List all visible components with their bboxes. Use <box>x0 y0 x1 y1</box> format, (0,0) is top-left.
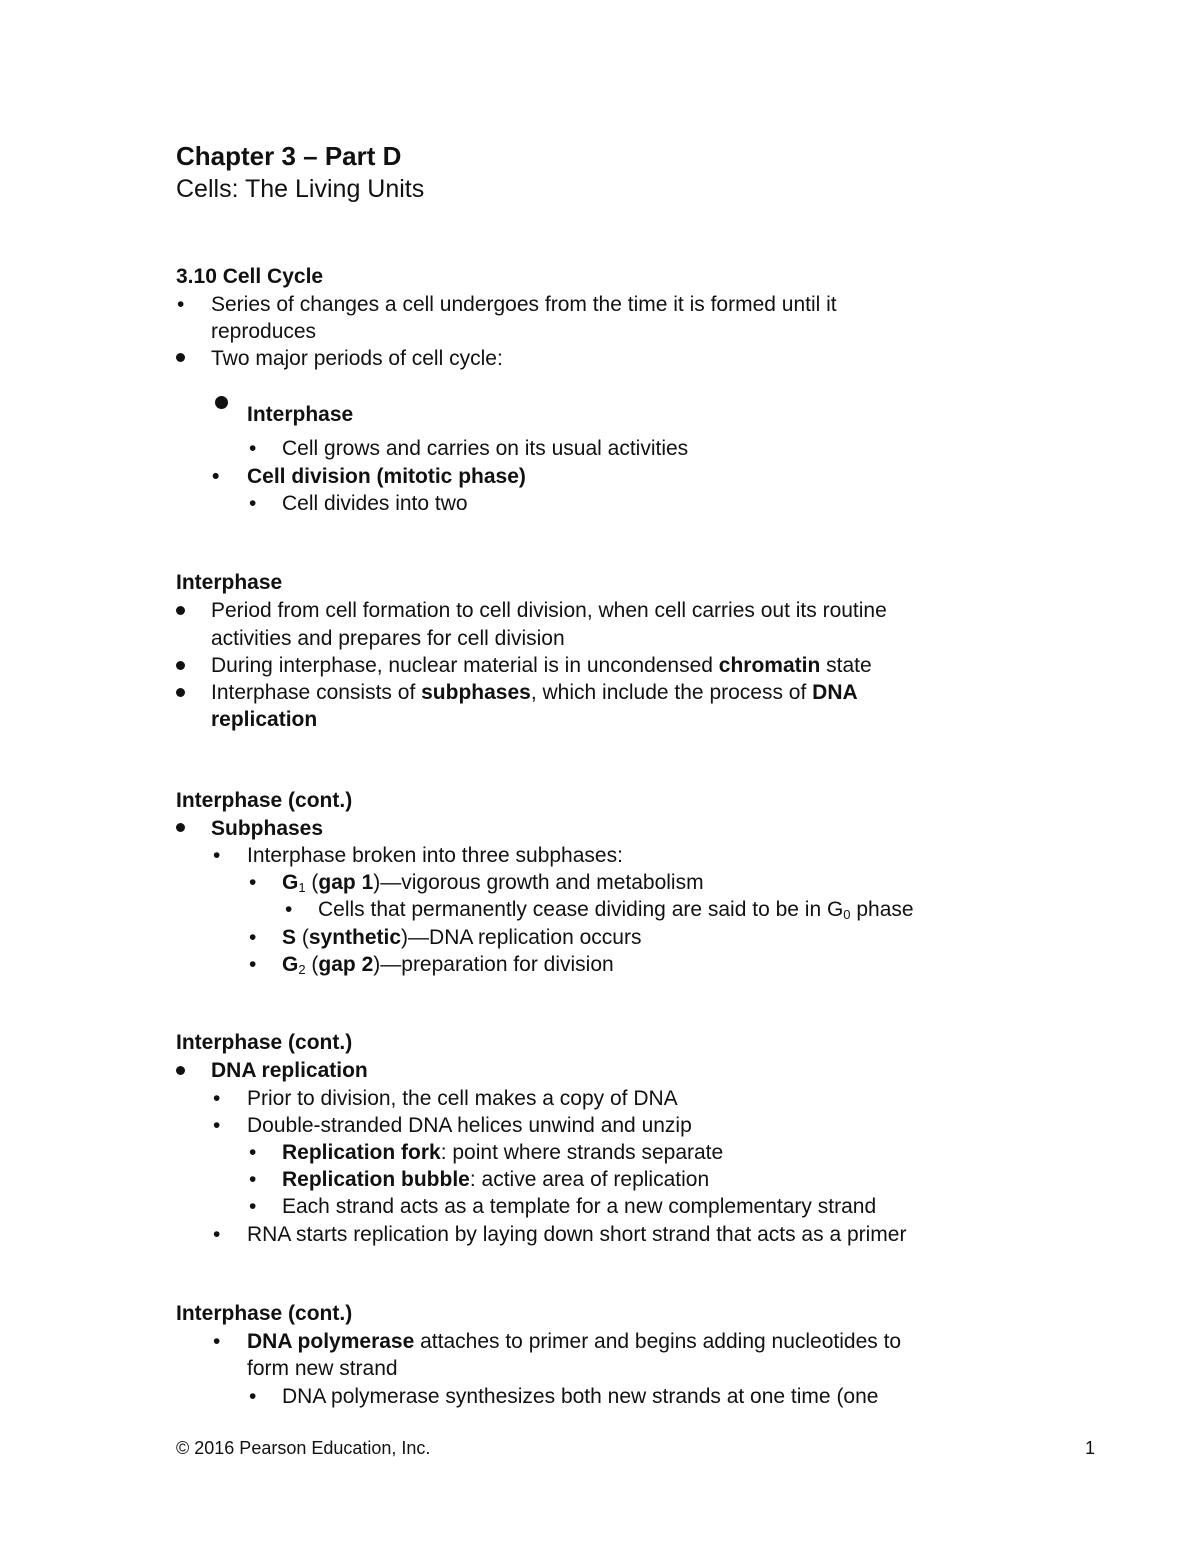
bullet-icon: • <box>249 492 257 515</box>
list-item: Subphases <box>211 817 324 840</box>
bullet-icon: • <box>249 1195 257 1218</box>
bullet-icon: • <box>177 293 185 316</box>
list-item-continuation: reproduces <box>211 320 317 343</box>
bullet-icon: • <box>213 1114 221 1137</box>
list-item: Cell divides into two <box>282 492 468 515</box>
list-item-continuation: form new strand <box>247 1357 398 1380</box>
bullet-icon: • <box>249 1168 257 1191</box>
list-item: Double-stranded DNA helices unwind and unzip <box>247 1114 692 1137</box>
bullet-icon: • <box>249 1141 257 1164</box>
footer-copyright: © 2016 Pearson Education, Inc. <box>176 1438 431 1458</box>
list-item-continuation: replication <box>211 708 318 731</box>
list-item: Replication fork: point where strands separate <box>282 1141 724 1164</box>
list-item: During interphase, nuclear material is in uncondensed chromatin state <box>211 654 872 677</box>
list-item: Prior to division, the cell makes a copy of DNA <box>247 1087 678 1110</box>
bullet-icon: • <box>249 871 257 894</box>
bullet-icon: • <box>249 926 257 949</box>
bullet-icon <box>176 661 185 670</box>
list-item: Series of changes a cell undergoes from the time it is formed until it <box>211 293 837 316</box>
list-item: Replication bubble: active area of replication <box>282 1168 710 1191</box>
bullet-icon: • <box>213 844 221 867</box>
list-item: DNA polymerase attaches to primer and begins adding nucleotides to <box>247 1330 902 1353</box>
list-item-continuation: activities and prepares for cell division <box>211 627 565 650</box>
section-heading-cell-cycle: 3.10 Cell Cycle <box>176 265 324 288</box>
bullet-icon <box>215 396 228 409</box>
list-item: Two major periods of cell cycle: <box>211 347 503 370</box>
list-item: DNA polymerase synthesizes both new strands at one time (one <box>282 1385 879 1408</box>
bullet-icon <box>176 606 185 615</box>
bullet-icon: • <box>249 953 257 976</box>
list-item: Interphase <box>247 403 354 426</box>
chapter-subtitle: Cells: The Living Units <box>176 175 425 203</box>
list-item: S (synthetic)—DNA replication occurs <box>282 926 642 949</box>
list-item: Cell division (mitotic phase) <box>247 465 526 488</box>
list-item: $G_1$ (gap 1)—vigorous growth and metabolism <box>282 871 704 895</box>
chapter-title: Chapter 3 – Part D <box>176 141 402 171</box>
list-item: Cell grows and carries on its usual activities <box>282 437 689 460</box>
list-item: DNA replication <box>211 1059 368 1082</box>
bullet-icon: • <box>249 1385 257 1408</box>
bullet-icon: • <box>249 437 257 460</box>
list-item: RNA starts replication by laying down short strand that acts as a primer <box>247 1223 907 1246</box>
bullet-icon <box>176 1066 185 1075</box>
list-item: Interphase broken into three subphases: <box>247 844 623 867</box>
list-item: Period from cell formation to cell division, when cell carries out its routine <box>211 599 887 622</box>
list-item: $G_2$ (gap 2)—preparation for division <box>282 953 614 977</box>
bullet-icon: • <box>213 1330 221 1353</box>
bullet-icon: • <box>213 1087 221 1110</box>
section-heading-interphase: Interphase <box>176 571 283 594</box>
list-item: Interphase consists of subphases, which include the process of DNA <box>211 681 858 704</box>
page-number: 1 <box>1085 1438 1096 1458</box>
section-heading-interphase-cont: Interphase (cont.) <box>176 1031 353 1054</box>
section-heading-interphase-cont: Interphase (cont.) <box>176 1302 353 1325</box>
list-item: Each strand acts as a template for a new complementary strand <box>282 1195 877 1218</box>
bullet-icon: • <box>285 898 293 921</box>
bullet-icon: • <box>212 465 220 488</box>
section-heading-interphase-cont: Interphase (cont.) <box>176 789 353 812</box>
bullet-icon: • <box>213 1223 221 1246</box>
bullet-icon <box>176 823 185 832</box>
bullet-icon <box>176 688 185 697</box>
bullet-icon <box>176 353 185 362</box>
list-item: Cells that permanently cease dividing are said to be in $G_0$ phase <box>318 898 914 922</box>
